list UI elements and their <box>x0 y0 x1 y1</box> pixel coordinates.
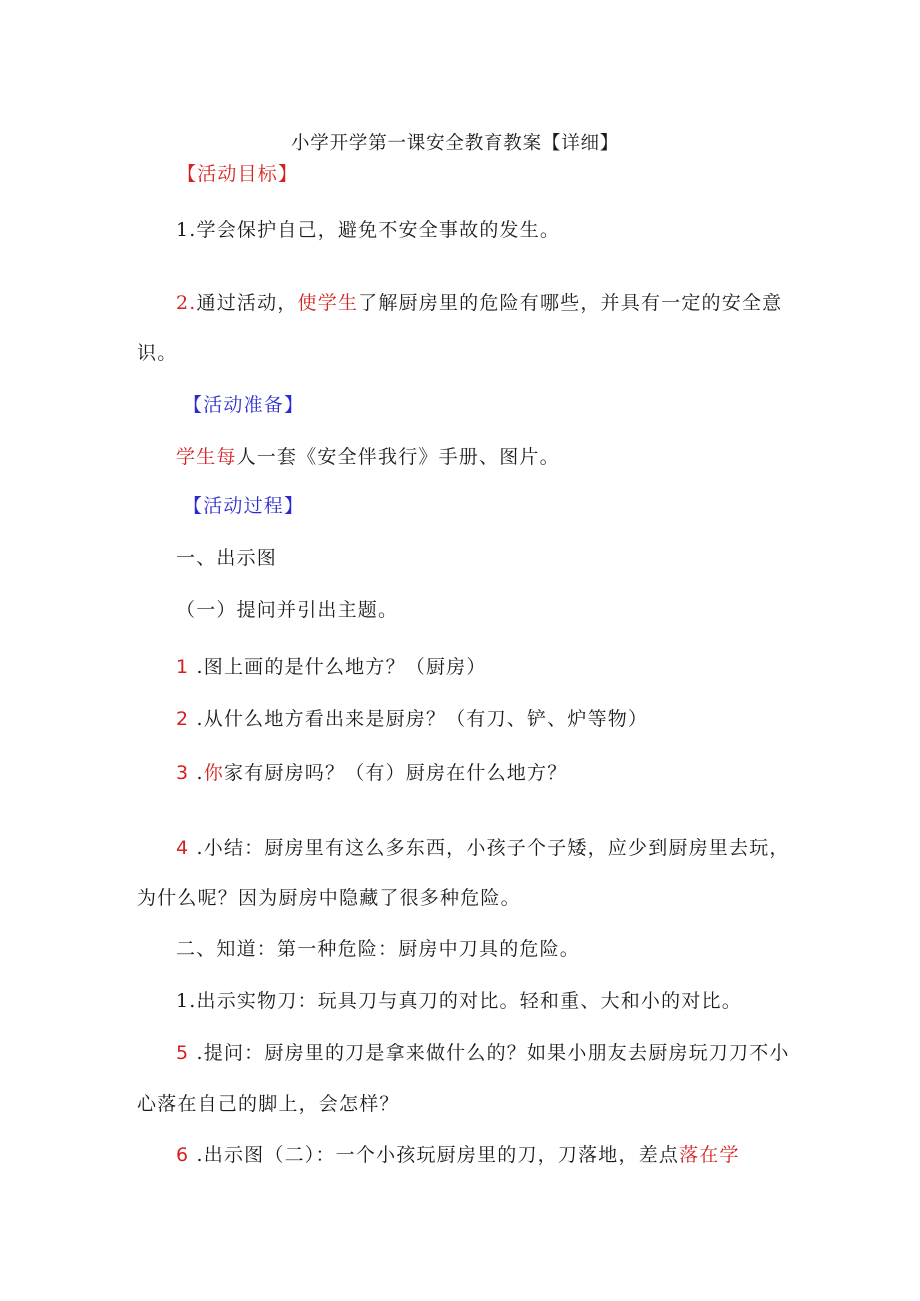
question-5-text: .提问：厨房里的刀是拿来做什么的？如果小朋友去厨房玩刀刀不小 <box>196 1042 790 1064</box>
question-3 <box>176 761 567 785</box>
question-4-text: .小结：厨房里有这么多东西，小孩子个子矮，应少到厨房里去玩， <box>196 837 790 859</box>
question-6 <box>176 1143 740 1167</box>
question-3-highlight: 你 <box>203 762 224 784</box>
goal-item-2-continuation: 识。 <box>137 342 178 364</box>
question-1-text: .图上画的是什么地方？（厨房） <box>196 656 487 678</box>
preparation-highlight: 学生每 <box>176 446 237 468</box>
question-3-dot: . <box>196 762 204 784</box>
question-6-highlight: 落在学 <box>679 1144 740 1166</box>
question-1 <box>176 655 487 679</box>
question-5 <box>176 1041 790 1065</box>
goal-item-2-highlight: 使学生 <box>297 292 359 314</box>
question-2-text: .从什么地方看出来是厨房？（有刀、铲、炉等物） <box>196 708 649 730</box>
question-1-number: 1 <box>176 656 190 678</box>
section-2-item-1: 1.出示实物刀：玩具刀与真刀的对比。轻和重、大和小的对比。 <box>176 990 742 1012</box>
preparation-text <box>176 445 560 469</box>
question-6-text: .出示图（二）：一个小孩玩厨房里的刀，刀落地，差点 <box>196 1144 680 1166</box>
question-3-text: 家有厨房吗？（有）厨房在什么地方？ <box>224 762 568 784</box>
question-3-number: 3 <box>176 762 190 784</box>
goal-item-2-number: 2. <box>176 292 197 314</box>
section-2-heading: 二、知道：第一种危险：厨房中刀具的危险。 <box>176 938 581 960</box>
question-5-continuation: 心落在自己的脚上，会怎样？ <box>137 1093 400 1115</box>
goal-item-2 <box>176 291 782 315</box>
section-1-heading: 一、出示图 <box>176 547 278 569</box>
question-2-number: 2 <box>176 708 190 730</box>
preparation-rest: 人一套《安全伴我行》手册、图片。 <box>236 446 560 468</box>
goal-item-2-text-b: 了解厨房里的危险有哪些，并具有一定的安全意 <box>358 292 783 314</box>
document-title: 小学开学第一课安全教育教案【详细】 <box>291 133 620 154</box>
subsection-1-heading: （一）提问并引出主题。 <box>176 599 399 621</box>
question-4 <box>176 836 790 860</box>
question-4-continuation: 为什么呢？因为厨房中隐藏了很多种危险。 <box>137 887 521 909</box>
heading-activity-goal: 【活动目标】 <box>177 163 299 185</box>
goal-item-1: 1.学会保护自己，避免不安全事故的发生。 <box>176 219 561 241</box>
question-2 <box>176 707 648 731</box>
question-4-number: 4 <box>176 837 190 859</box>
goal-item-2-text-a: 通过活动， <box>196 292 298 314</box>
heading-activity-process: 【活动过程】 <box>183 495 305 517</box>
question-5-number: 5 <box>176 1042 190 1064</box>
heading-activity-preparation: 【活动准备】 <box>183 394 305 416</box>
question-6-number: 6 <box>176 1144 190 1166</box>
